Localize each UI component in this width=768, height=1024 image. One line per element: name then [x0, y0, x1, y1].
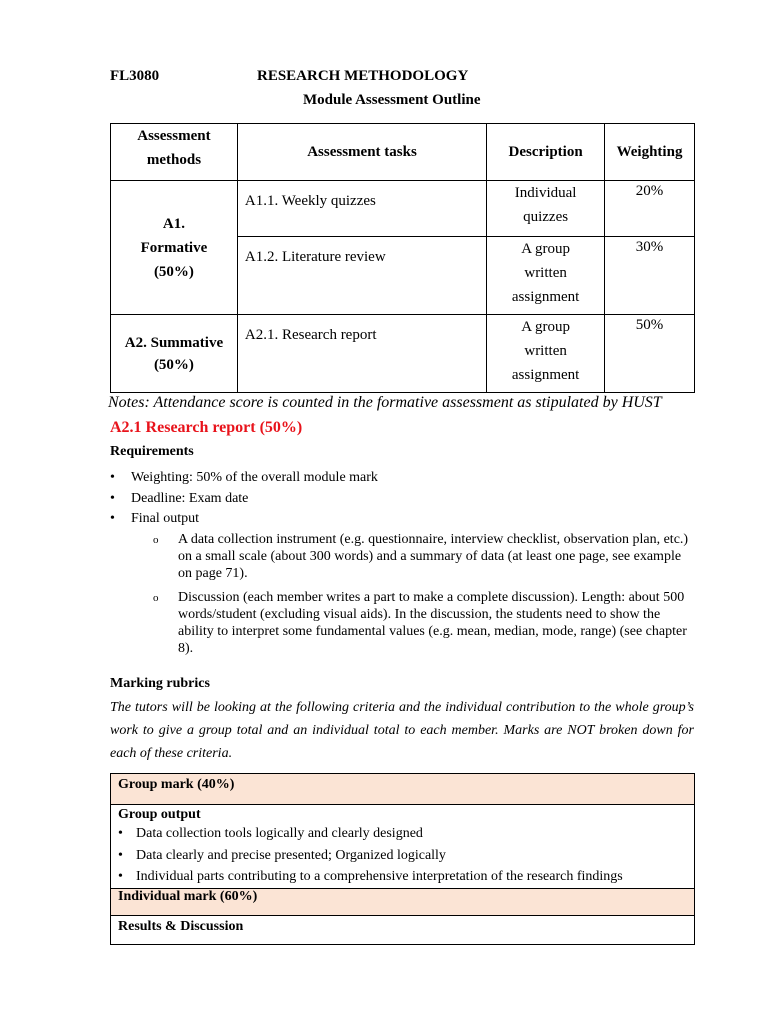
circle-bullet-icon: o	[153, 591, 159, 604]
list-item-text: Final output	[131, 511, 200, 526]
module-code: FL3080	[110, 68, 160, 84]
task-cell: A2.1. Research report	[237, 315, 486, 393]
header-assessment-tasks: Assessment tasks	[237, 124, 486, 181]
bullet-icon: •	[110, 511, 115, 526]
list-item-text: Data collection tools logically and clearly designed	[136, 826, 423, 841]
list-item-text: Data clearly and precise presented; Organized logically	[136, 847, 446, 863]
table-row	[111, 915, 695, 944]
list-item-text: Weighting: 50% of the overall module mark	[131, 470, 378, 485]
module-subtitle: Module Assessment Outline	[303, 92, 481, 108]
group-mark-heading: Group mark (40%)	[111, 774, 695, 805]
table-row	[111, 888, 695, 915]
table-row	[111, 315, 695, 393]
rubrics-title: Marking rubrics	[110, 676, 210, 691]
list-item	[108, 509, 698, 657]
group-output-title: Group output	[118, 807, 201, 822]
sub-list-item	[131, 589, 698, 657]
table-header-row	[111, 124, 695, 181]
sub-list-item	[131, 531, 698, 582]
table-row	[111, 181, 695, 237]
bullet-icon: •	[110, 490, 115, 506]
table-row	[111, 805, 695, 889]
requirements-title: Requirements	[110, 444, 194, 459]
task-cell: A1.2. Literature review	[237, 237, 486, 315]
weighting-cell: 30%	[605, 237, 695, 315]
method-summative: A2. Summative (50%)	[111, 315, 238, 393]
description-cell: A group written assignment	[487, 237, 605, 315]
sub-list-item-text: A data collection instrument (e.g. questionnaire, interview checklist, observation plan, etc.) on a small scale (about 300 words) and a summary of data (at least one page, see example on page 71).	[178, 531, 689, 581]
bullet-icon: •	[118, 869, 123, 884]
description-cell: Individual quizzes	[487, 181, 605, 237]
table-row	[111, 774, 695, 805]
circle-bullet-icon: o	[153, 533, 159, 546]
requirements-list	[108, 468, 698, 657]
list-item-text: Individual parts contributing to a comprehensive interpretation of the research findings	[136, 869, 623, 884]
description-cell: A group written assignment	[487, 315, 605, 393]
list-item	[118, 823, 687, 845]
list-item	[108, 468, 698, 489]
list-item-text: Deadline: Exam date	[131, 490, 249, 506]
results-discussion-heading: Results & Discussion	[111, 915, 695, 944]
bullet-icon: •	[118, 826, 123, 841]
bullet-icon: •	[118, 847, 123, 863]
task-cell: A1.1. Weekly quizzes	[237, 181, 486, 237]
list-item	[118, 866, 687, 888]
module-title: RESEARCH METHODOLOGY	[257, 68, 469, 84]
header-assessment-methods: Assessment methods	[111, 124, 238, 181]
method-formative: A1. Formative (50%)	[111, 181, 238, 315]
individual-mark-heading: Individual mark (60%)	[111, 888, 695, 915]
notes-text: Notes: Attendance score is counted in the formative assessment as stipulated by HUST	[108, 394, 662, 411]
sub-list-item-text: Discussion (each member writes a part to make a complete discussion). Length: about 500 words/student (excluding visual aids). In the discussion, the students need to show the ability to interpret some fundamental values (e.g. mean, median, mode, range) (see chapter 8).	[178, 589, 687, 656]
weighting-cell: 50%	[605, 315, 695, 393]
final-output-sublist	[131, 531, 698, 657]
header-weighting: Weighting	[605, 124, 695, 181]
bullet-icon: •	[110, 470, 115, 485]
rubrics-intro: The tutors will be looking at the following criteria and the individual contribution to the whole group’s work to give a group total and an individual total to each member. Marks are NOT broken down for each of these criteria.	[110, 700, 694, 761]
weighting-cell: 20%	[605, 181, 695, 237]
group-output-list	[118, 823, 687, 888]
list-item	[118, 845, 687, 867]
list-item	[108, 489, 698, 510]
assessment-table	[110, 123, 695, 393]
rubric-table	[110, 773, 695, 945]
header-description: Description	[487, 124, 605, 181]
section-title: A2.1 Research report (50%)	[110, 419, 303, 436]
